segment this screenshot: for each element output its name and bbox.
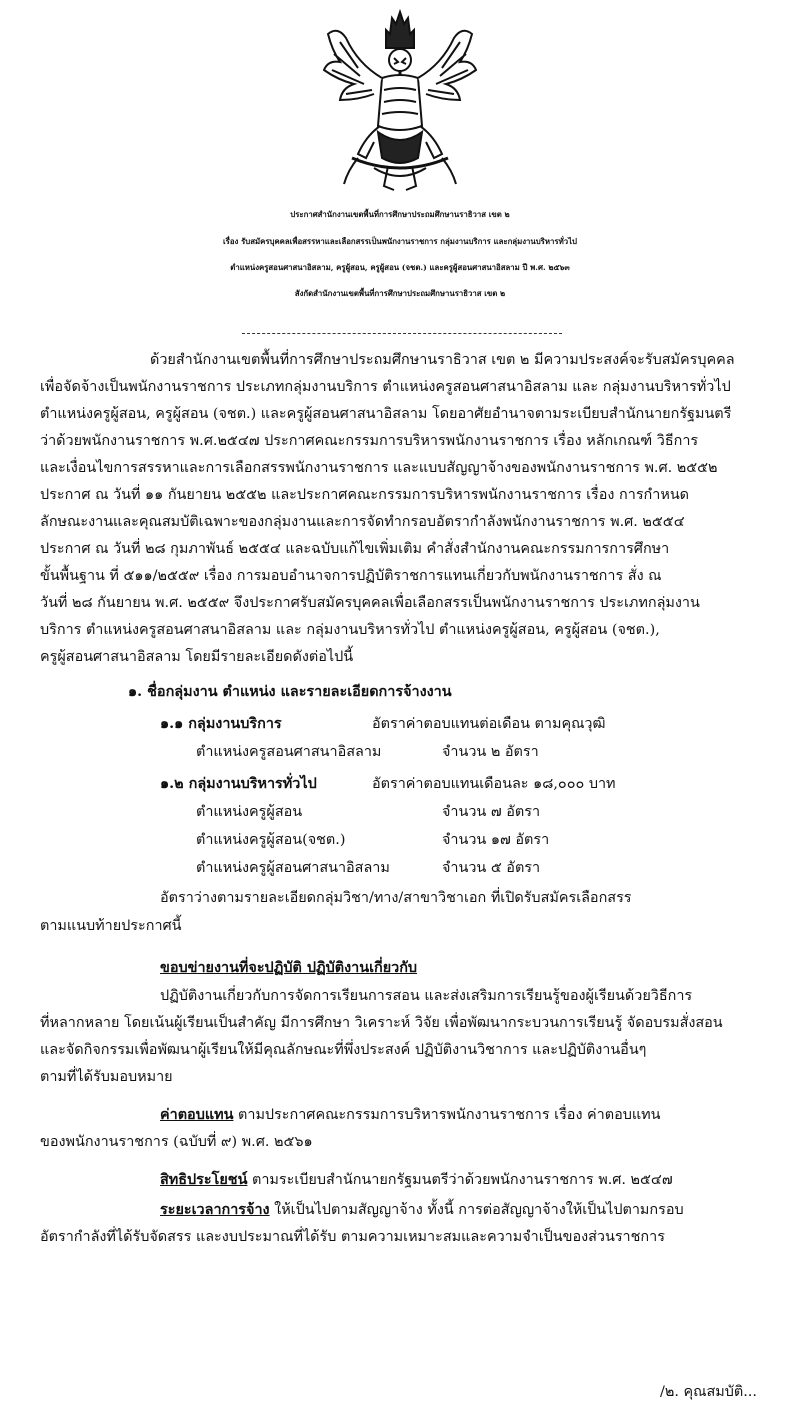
scope-line: ตามที่ได้รับมอบหมาย (40, 1069, 173, 1085)
intro-line: ว่าด้วยพนักงานราชการ พ.ศ.๒๕๔๗ ประกาศคณะกรรมการบริหารพนักงานราชการ เรื่อง หลักเกณฑ์ วิธีการ (40, 433, 699, 449)
scope-line: และจัดกิจกรรมเพื่อพัฒนาผู้เรียนให้มีคุณลักษณะที่พึ่งประสงค์ ปฏิบัติงานวิชาการ และปฏิบัติงานอื่นๆ (40, 1042, 647, 1058)
group-1-label: ๑.๑ กลุ่มงานบริการ (160, 715, 282, 732)
intro-line: และเงื่อนไขการสรรหาและการเลือกสรรพนักงานราชการ และแบบสัญญาจ้างของพนักงานราชการ พ.ศ. ๒๕๕๒ (40, 460, 718, 476)
garuda-emblem-icon (318, 8, 482, 194)
position-name: ตำแหน่งครูผู้สอน (196, 804, 303, 820)
group-1-rate: อัตราค่าตอบแทนต่อเดือน ตามคุณวุฒิ (372, 716, 606, 732)
intro-line: ประกาศ ณ วันที่ ๒๘ กุมภาพันธ์ ๒๕๕๔ และฉบับแก้ไขเพิ่มเติม คำสั่งสำนักงานคณะกรรมการการศึกษา (40, 541, 670, 557)
intro-line: วันที่ ๒๘ กันยายน พ.ศ. ๒๕๕๙ จึงประกาศรับสมัครบุคคลเพื่อเลือกสรรเป็นพนักงานราชการ ประเภทกลุ่มงาน (40, 595, 700, 611)
title-line-3: ตำแหน่งครูสอนศาสนาอิสลาม, ครูผู้สอน, ครูผู้สอน (จชต.) และครูผู้สอนศาสนาอิสลาม ปี พ.ศ. ๒๕๖๓ (230, 263, 570, 272)
title-line-4: สังกัดสำนักงานเขตพื้นที่การศึกษาประถมศึกษานราธิวาส เขต ๒ (294, 289, 506, 298)
compensation-label: ค่าตอบแทน (160, 1106, 234, 1123)
compensation-line-2: ของพนักงานราชการ (ฉบับที่ ๙) พ.ศ. ๒๕๖๑ (40, 1134, 313, 1150)
title-line-2: เรื่อง รับสมัครบุคคลเพื่อสรรหาและเลือกสรรเป็นพนักงานราชการ กลุ่มงานบริการ และกลุ่มงานบริหารทั่วไป (223, 237, 577, 246)
scope-line: ที่หลากหลาย โดยเน้นผู้เรียนเป็นสำคัญ มีการศึกษา วิเคราะห์ วิจัย เพื่อพัฒนากระบวนการเรียนรู้ จัดอบรมสั่งสอน (40, 1015, 723, 1031)
position-name: ตำแหน่งครูสอนศาสนาอิสลาม (196, 744, 382, 760)
next-page-marker: /๒. คุณสมบัติ... (660, 1384, 757, 1400)
scope-line: ปฏิบัติงานเกี่ยวกับการจัดการเรียนการสอน และส่งเสริมการเรียนรู้ของผู้เรียนด้วยวิธีการ (160, 988, 693, 1004)
group-2-rate: อัตราค่าตอบแทนเดือนละ ๑๘,๐๐๐ บาท (372, 776, 616, 792)
position-count: จำนวน ๕ อัตรา (442, 860, 541, 876)
group-2-label: ๑.๒ กลุ่มงานบริหารทั่วไป (160, 775, 317, 792)
intro-line: บริการ ตำแหน่งครูสอนศาสนาอิสลาม และ กลุ่มงานบริหารทั่วไป ตำแหน่งครูผู้สอน, ครูผู้สอน (จชต.), (40, 622, 660, 638)
position-name: ตำแหน่งครูผู้สอน(จชต.) (196, 832, 346, 848)
title-separator (242, 333, 562, 334)
benefits-text: ตามระเบียบสำนักนายกรัฐมนตรีว่าด้วยพนักงานราชการ พ.ศ. ๒๕๔๗ (247, 1172, 673, 1188)
compensation-text: ตามประกาศคณะกรรมการบริหารพนักงานราชการ เรื่อง ค่าตอบแทน (233, 1107, 661, 1123)
vacancy-line: อัตราว่างตามรายละเอียดกลุ่มวิชา/ทาง/สาขาวิชาเอก ที่เปิดรับสมัครเลือกสรร (160, 890, 632, 906)
intro-line: ด้วยสำนักงานเขตพื้นที่การศึกษาประถมศึกษานราธิวาส เขต ๒ มีความประสงค์จะรับสมัครบุคคล (150, 352, 735, 368)
intro-line: ครูผู้สอนศาสนาอิสลาม โดยมีรายละเอียดดังต่อไปนี้ (40, 649, 354, 665)
vacancy-line: ตามแนบท้ายประกาศนี้ (40, 918, 182, 934)
term-label: ระยะเวลาการจ้าง (160, 1201, 270, 1218)
benefits-label: สิทธิประโยชน์ (160, 1171, 248, 1188)
section-1-heading: ๑. ชื่อกลุ่มงาน ตำแหน่ง และรายละเอียดการจ้างงาน (128, 683, 452, 700)
benefits-line (160, 1170, 673, 1190)
term-text: ให้เป็นไปตามสัญญาจ้าง ทั้งนี้ การต่อสัญญาจ้างให้เป็นไปตามกรอบ (269, 1202, 684, 1218)
intro-line: ประกาศ ณ วันที่ ๑๑ กันยายน ๒๕๕๒ และประกาศคณะกรรมการบริหารพนักงานราชการ เรื่อง การกำหนด (40, 487, 690, 503)
title-line-1: ประกาศสำนักงานเขตพื้นที่การศึกษาประถมศึกษานราธิวาส เขต ๒ (290, 210, 510, 219)
term-line-2: อัตรากำลังที่ได้รับจัดสรร และงบประมาณที่ได้รับ ตามความเหมาะสมและความจำเป็นของส่วนราชการ (40, 1229, 665, 1245)
position-count: จำนวน ๗ อัตรา (442, 804, 541, 820)
intro-line: ลักษณะงานและคุณสมบัติเฉพาะของกลุ่มงานและการจัดทำกรอบอัตรากำลังพนักงานราชการ พ.ศ. ๒๕๕๔ (40, 514, 685, 530)
term-line (160, 1200, 684, 1220)
intro-line: ขั้นพื้นฐาน ที่ ๕๑๑/๒๕๕๙ เรื่อง การมอบอำนาจการปฏิบัติราชการแทนเกี่ยวกับพนักงานราชการ สั่ง ณ (40, 568, 662, 584)
compensation-line (160, 1105, 660, 1125)
position-count: จำนวน ๑๗ อัตรา (442, 832, 550, 848)
intro-line: เพื่อจัดจ้างเป็นพนักงานราชการ ประเภทกลุ่มงานบริการ ตำแหน่งครูสอนศาสนาอิสลาม และ กลุ่มงานบริหารทั่วไป (40, 379, 731, 395)
intro-line: ตำแหน่งครูผู้สอน, ครูผู้สอน (จชต.) และครูผู้สอนศาสนาอิสลาม โดยอาศัยอำนาจตามระเบียบสำนักนายกรัฐมนตรี (40, 406, 732, 422)
scope-heading: ขอบข่ายงานที่จะปฏิบัติ ปฏิบัติงานเกี่ยวกับ (160, 959, 418, 976)
position-count: จำนวน ๒ อัตรา (442, 744, 539, 760)
position-name: ตำแหน่งครูผู้สอนศาสนาอิสลาม (196, 860, 390, 876)
